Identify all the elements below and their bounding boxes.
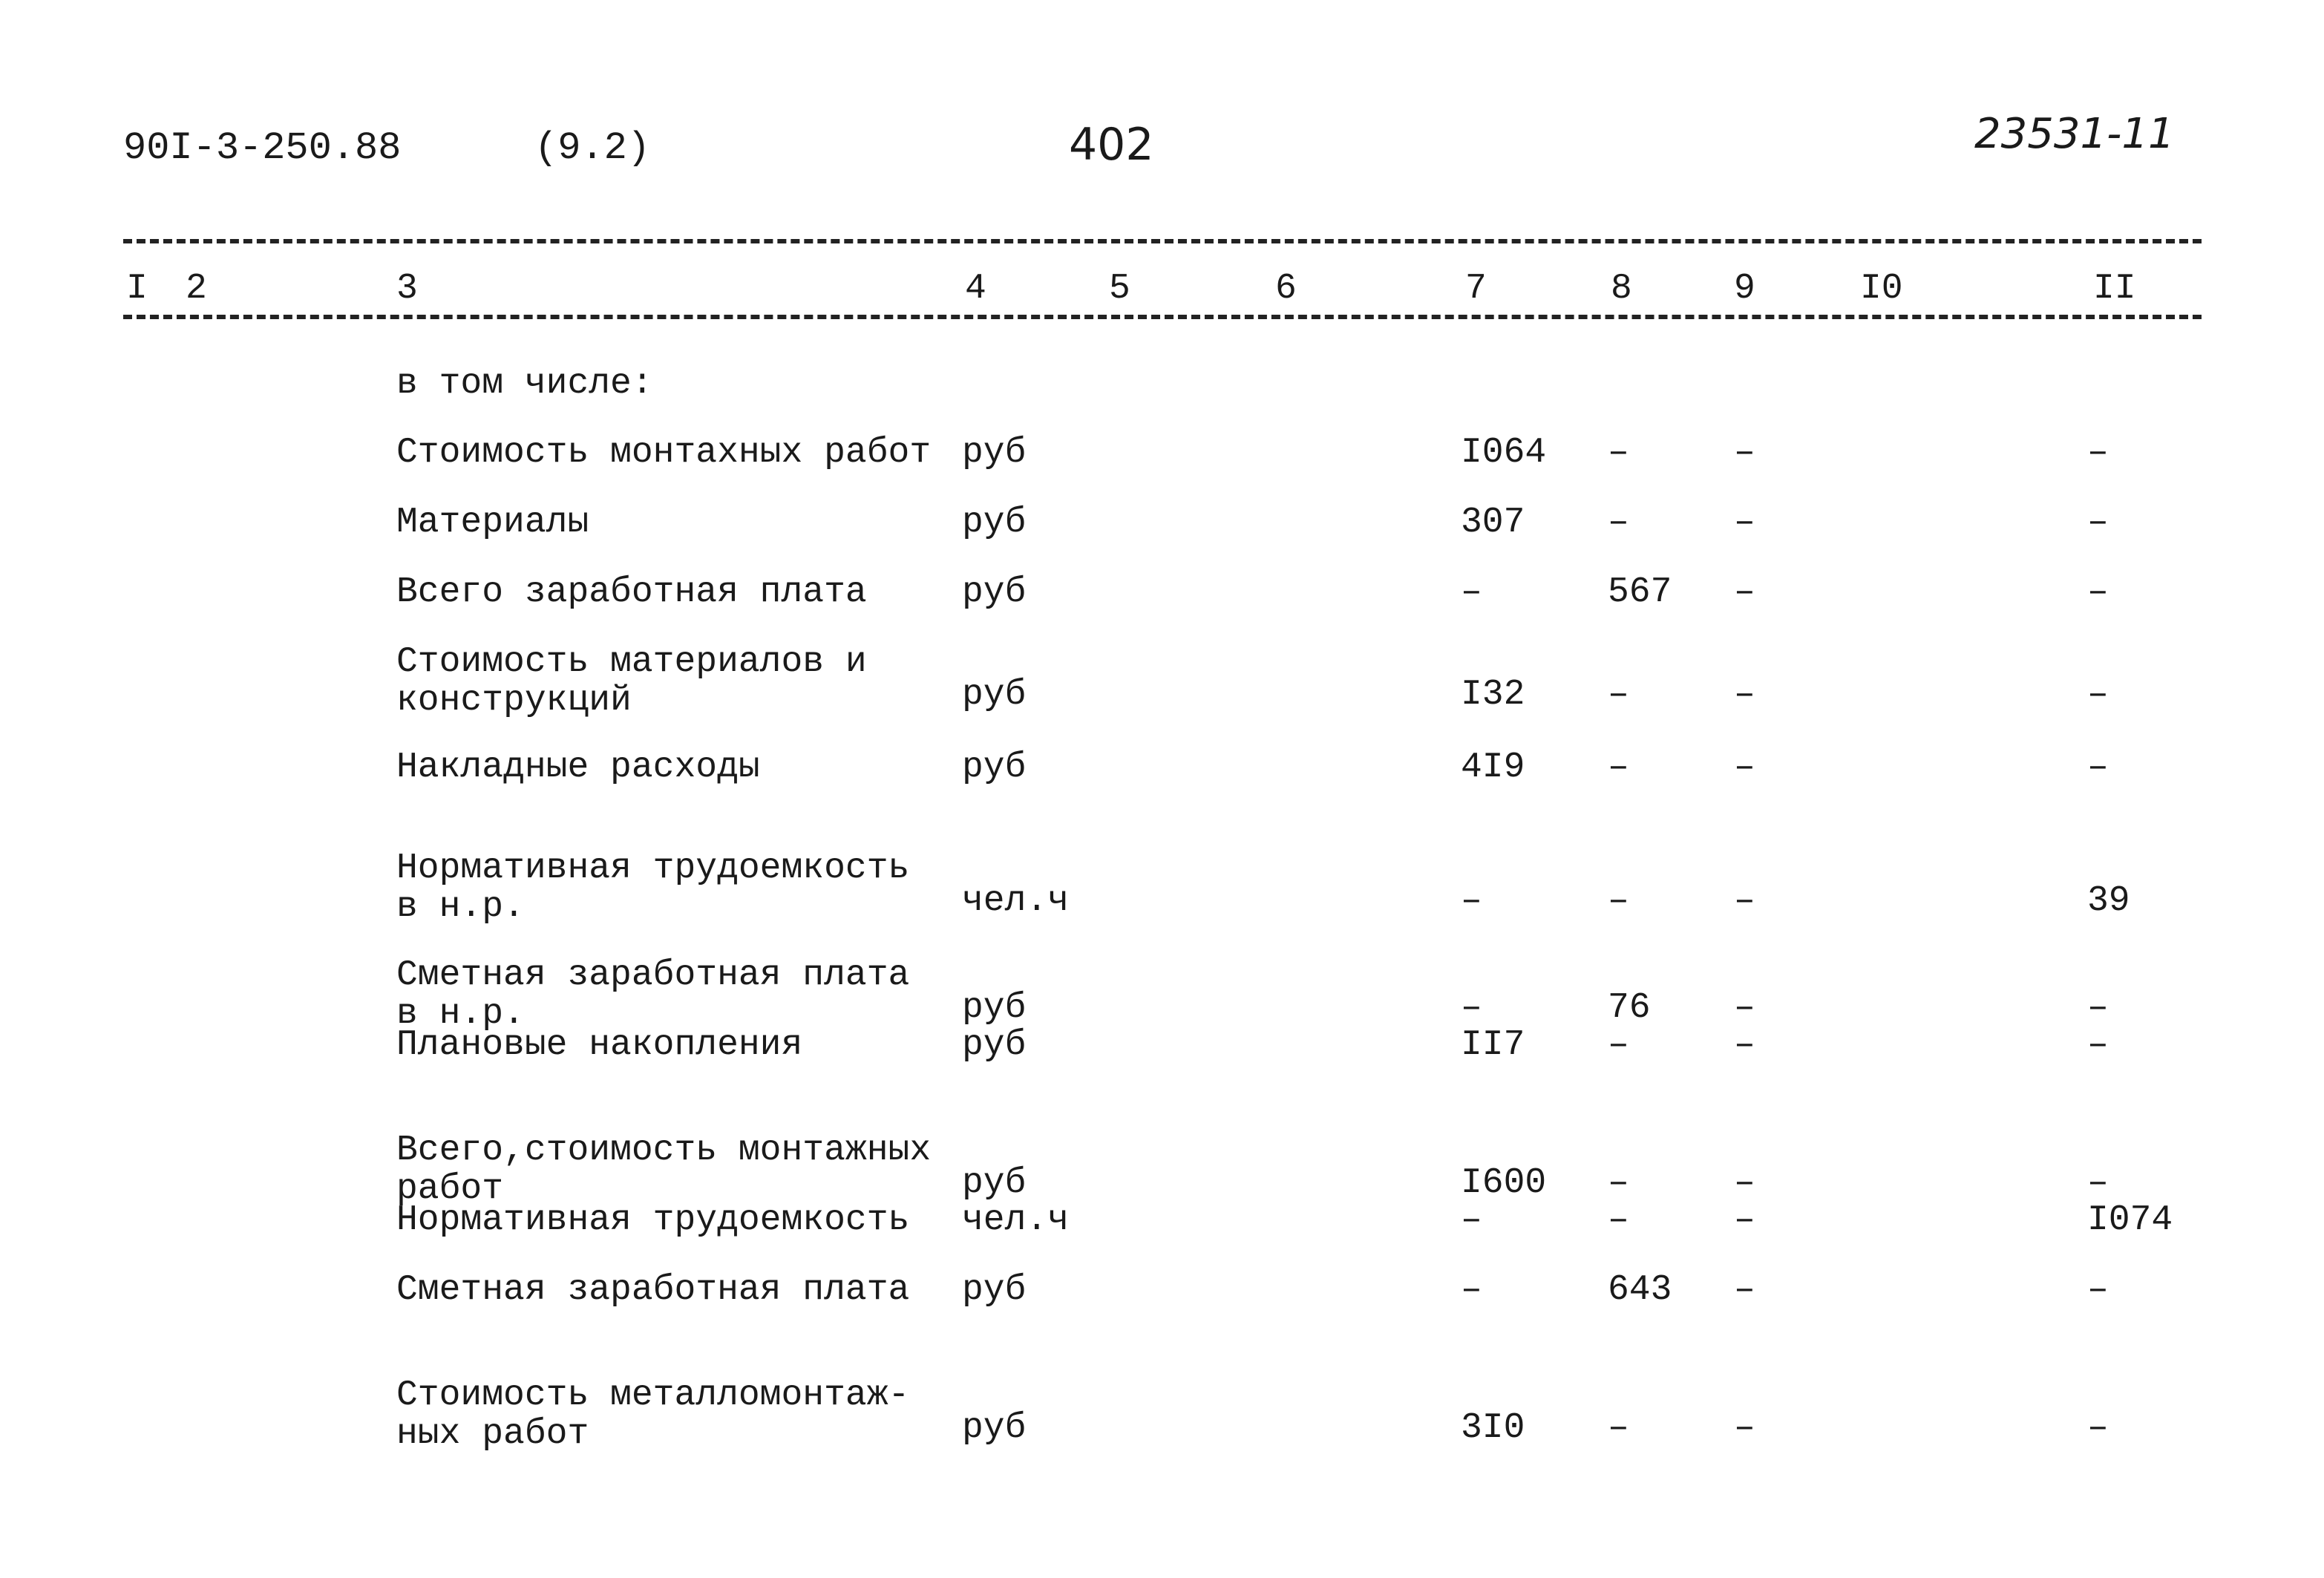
row-label-line: в н.р. <box>396 887 525 927</box>
row-label-line: Всего заработная плата <box>396 572 867 612</box>
column-header-divider <box>123 315 2202 319</box>
row-value-col9: – <box>1734 1408 1755 1448</box>
row-value-col9: – <box>1734 988 1755 1028</box>
row-value-col9: – <box>1734 433 1755 473</box>
top-divider <box>123 239 2202 243</box>
row-unit: руб <box>962 675 1027 715</box>
row-value-col8: – <box>1608 1408 1629 1448</box>
row-value-col11: – <box>2087 1270 2109 1310</box>
row-label-line: работ <box>396 1169 504 1209</box>
row-value-col9: – <box>1734 881 1755 921</box>
column-number: 3 <box>396 269 418 309</box>
row-value-col8: – <box>1608 502 1629 543</box>
row-value-col8: – <box>1608 433 1629 473</box>
row-value-col7: – <box>1461 572 1482 612</box>
row-unit: руб <box>962 988 1027 1028</box>
row-label-line: Нормативная трудоемкость <box>396 848 910 888</box>
row-label-line: Сметная заработная плата <box>396 1270 910 1310</box>
row-unit: чел.ч <box>962 1200 1070 1240</box>
row-value-col7: – <box>1461 988 1482 1028</box>
row-value-col9: – <box>1734 1025 1755 1065</box>
column-number: 9 <box>1734 269 1755 309</box>
row-value-col8: 76 <box>1608 988 1651 1028</box>
column-number: 7 <box>1465 269 1487 309</box>
row-value-col8: – <box>1608 1163 1629 1203</box>
row-unit: руб <box>962 1270 1027 1310</box>
row-unit: руб <box>962 1163 1027 1203</box>
row-label-line: Плановые накопления <box>396 1025 803 1065</box>
row-value-col11: – <box>2087 433 2109 473</box>
row-label-line: Нормативная трудоемкость <box>396 1200 910 1240</box>
row-value-col11: – <box>2087 1025 2109 1065</box>
row-value-col7: – <box>1461 881 1482 921</box>
row-value-col11: – <box>2087 1408 2109 1448</box>
row-label-line: Сметная заработная плата <box>396 955 910 995</box>
row-value-col11: – <box>2087 675 2109 715</box>
page-number: 402 <box>1069 119 1154 171</box>
row-unit: руб <box>962 433 1027 473</box>
row-unit: чел.ч <box>962 881 1070 921</box>
row-unit: руб <box>962 747 1027 788</box>
row-value-col9: – <box>1734 747 1755 788</box>
row-label <box>396 503 960 542</box>
section-number: (9.2) <box>534 126 651 170</box>
row-unit: руб <box>962 1025 1027 1065</box>
row-label-line: Стоимость металломонтаж- <box>396 1375 910 1415</box>
row-value-col11: 39 <box>2087 881 2130 921</box>
row-value-col8: 643 <box>1608 1270 1672 1310</box>
row-value-col9: – <box>1734 1163 1755 1203</box>
document-code: 90I-3-250.88 <box>123 126 402 170</box>
row-unit: руб <box>962 502 1027 543</box>
column-number: 5 <box>1109 269 1130 309</box>
row-value-col8: 567 <box>1608 572 1672 612</box>
row-value-col7: I600 <box>1461 1163 1547 1203</box>
row-value-col8: – <box>1608 881 1629 921</box>
column-number: 8 <box>1611 269 1632 309</box>
column-number: I <box>126 269 148 309</box>
row-label <box>396 748 960 787</box>
row-label-line: ных работ <box>396 1414 589 1454</box>
row-label <box>396 956 960 1033</box>
row-label-line: Стоимость материалов и <box>396 642 867 682</box>
row-value-col11: – <box>2087 1163 2109 1203</box>
row-label-line: Материалы <box>396 502 589 543</box>
row-value-col9: – <box>1734 1270 1755 1310</box>
row-label-line: конструкций <box>396 681 632 721</box>
column-number: 4 <box>965 269 986 309</box>
row-value-col7: I32 <box>1461 675 1525 715</box>
row-value-col8: – <box>1608 1025 1629 1065</box>
row-value-col7: II7 <box>1461 1025 1525 1065</box>
row-label <box>396 643 960 720</box>
row-value-col7: 307 <box>1461 502 1525 543</box>
row-value-col7: – <box>1461 1270 1482 1310</box>
row-value-col9: – <box>1734 572 1755 612</box>
row-value-col8: – <box>1608 1200 1629 1240</box>
row-label <box>396 1376 960 1453</box>
row-value-col9: – <box>1734 675 1755 715</box>
row-value-col9: – <box>1734 502 1755 543</box>
row-value-col11: – <box>2087 572 2109 612</box>
row-value-col8: – <box>1608 675 1629 715</box>
row-label <box>396 1026 960 1064</box>
row-unit: руб <box>962 572 1027 612</box>
column-number: I0 <box>1860 269 1903 309</box>
row-label-line: в н.р. <box>396 994 525 1034</box>
row-unit: руб <box>962 1408 1027 1448</box>
row-label <box>396 1271 960 1309</box>
row-label-line: Накладные расходы <box>396 747 760 788</box>
row-label <box>396 1131 960 1208</box>
row-value-col8: – <box>1608 747 1629 788</box>
row-label <box>396 573 960 612</box>
row-value-col7: 3I0 <box>1461 1408 1525 1448</box>
row-label-line: Стоимость монтахных работ <box>396 433 932 473</box>
row-label <box>396 1201 960 1240</box>
row-value-col9: – <box>1734 1200 1755 1240</box>
row-value-col7: – <box>1461 1200 1482 1240</box>
stamp-number: 23531-11 <box>1974 110 2175 158</box>
column-number: 6 <box>1275 269 1297 309</box>
row-value-col11: – <box>2087 502 2109 543</box>
row-label <box>396 849 960 926</box>
row-value-col7: I064 <box>1461 433 1547 473</box>
row-value-col7: 4I9 <box>1461 747 1525 788</box>
row-value-col11: – <box>2087 988 2109 1028</box>
subheading: в том числе: <box>396 364 653 404</box>
row-value-col11: – <box>2087 747 2109 788</box>
column-number: II <box>2093 269 2136 309</box>
column-number: 2 <box>186 269 207 309</box>
row-value-col11: I074 <box>2087 1200 2173 1240</box>
row-label-line: Всего,стоимость монтажных <box>396 1130 932 1171</box>
row-label <box>396 433 960 472</box>
